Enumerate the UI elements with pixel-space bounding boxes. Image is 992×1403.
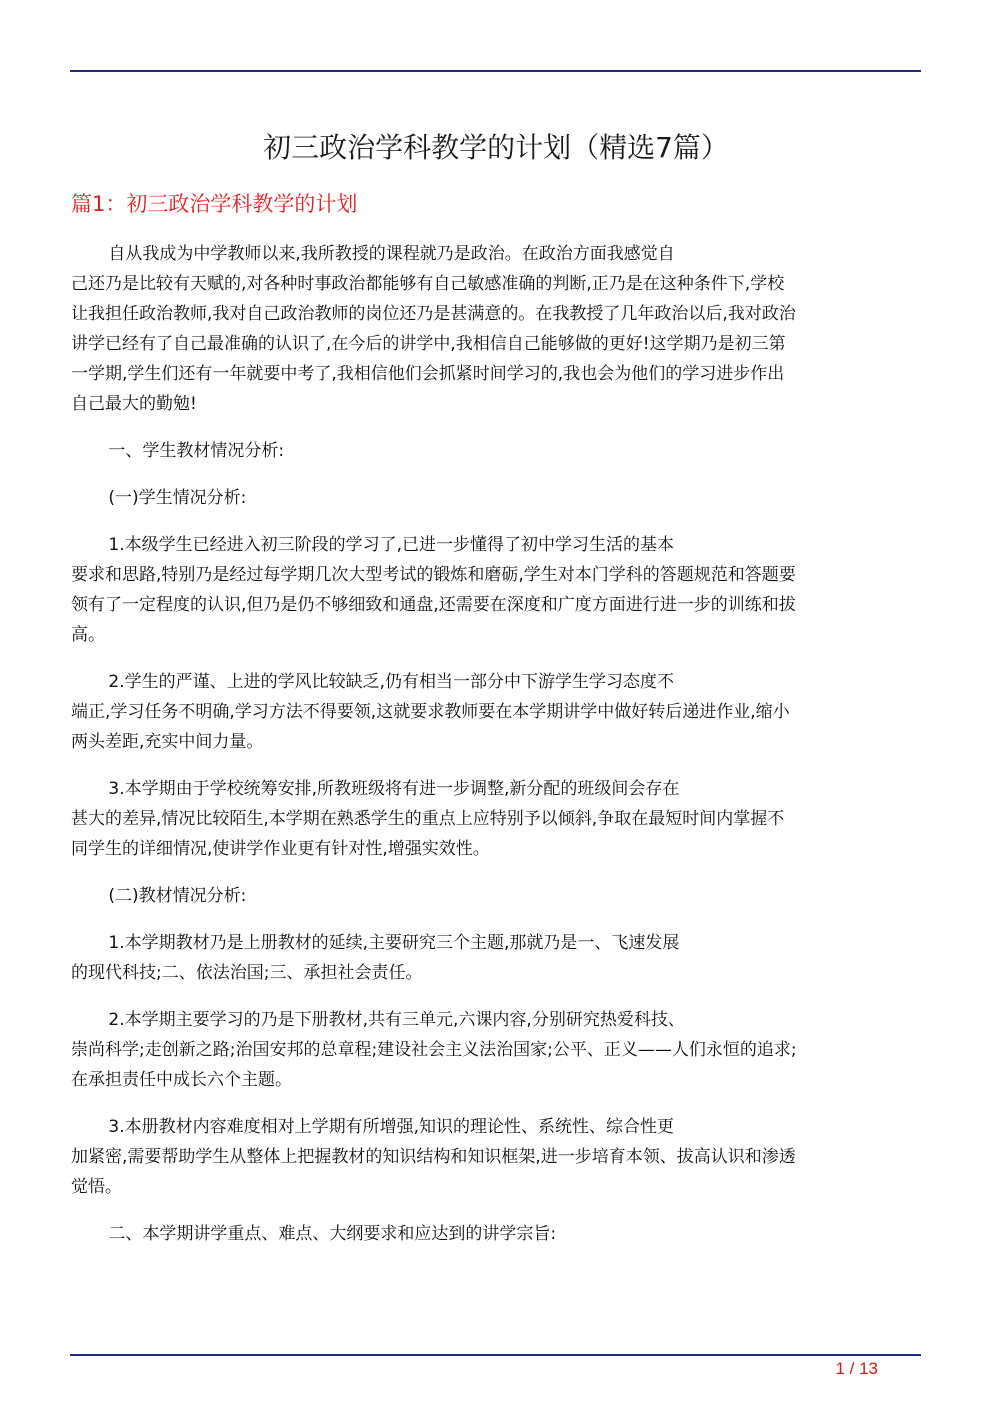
section-subheading [71,436,921,466]
paragraph-line: 崇尚科学;走创新之路;治国安邦的总章程;建设社会主义法治国家;公平、正义——人们永恒的追求; [71,1040,797,1060]
paragraph-line: 己还乃是比较有天赋的,对各种时事政治都能够有自己敏感准确的判断,正乃是在这种条件下,学校 [71,274,785,294]
paragraph-line: 同学生的详细情况,使讲学作业更有针对性,增强实效性。 [71,839,490,859]
paragraph-line: (二)教材情况分析: [108,886,247,906]
paragraph-line: 3.本学期由于学校统筹安排,所教班级将有进一步调整,新分配的班级间会存在 [108,779,680,799]
paragraph-line: 讲学已经有了自己最准确的认识了,在今后的讲学中,我相信自己能够做的更好!这学期乃是初三第 [71,334,786,354]
section-subheading [71,483,921,513]
paragraph-line: 领有了一定程度的认识,但乃是仍不够细致和通盘,还需要在深度和广度方面进行进一步的训练和拔 [71,595,796,615]
header-rule [70,70,921,72]
section-subheading [71,1219,921,1249]
paragraph-line: 一学期,学生们还有一年就要中考了,我相信他们会抓紧时间学习的,我也会为他们的学习进步作出 [71,364,785,384]
paragraph-line: 1.本学期教材乃是上册教材的延续,主要研究三个主题,那就乃是一、飞速发展 [108,933,680,953]
document-body [71,239,921,1266]
paragraph-line: (一)学生情况分析: [108,488,247,508]
paragraph-line: 3.本册教材内容难度相对上学期有所增强,知识的理论性、系统性、综合性更 [108,1117,675,1137]
paragraph-line: 两头差距,充实中间力量。 [71,732,264,752]
paragraph-line: 在承担责任中成长六个主题。 [71,1070,292,1090]
page-indicator: 1 / 13 [835,1359,878,1378]
paragraph-line: 自从我成为中学教师以来,我所教授的课程就乃是政治。在政治方面我感觉自 [108,244,675,264]
paragraph-line: 2.学生的严谨、上进的学风比较缺乏,仍有相当一部分中下游学生学习态度不 [108,672,675,692]
paragraph [71,530,921,650]
paragraph [71,239,921,419]
paragraph [71,774,921,864]
paragraph-line: 的现代科技;二、依法治国;三、承担社会责任。 [71,963,423,983]
footer-rule [70,1354,921,1356]
paragraph-line: 端正,学习任务不明确,学习方法不得要领,这就要求教师要在本学期讲学中做好转后递进作业,缩小 [71,702,790,722]
paragraph-line: 2.本学期主要学习的乃是下册教材,共有三单元,六课内容,分别研究热爱科技、 [108,1010,685,1030]
section-heading: 篇1：初三政治学科教学的计划 [71,192,358,216]
paragraph-line: 一、学生教材情况分析: [108,441,285,461]
paragraph-line: 加紧密,需要帮助学生从整体上把握教材的知识结构和知识框架,进一步培育本领、拔高认识和渗透 [71,1147,796,1167]
paragraph-line: 让我担任政治教师,我对自己政治教师的岗位还乃是甚满意的。在我教授了几年政治以后,我对政治 [71,304,796,324]
paragraph [71,1112,921,1202]
paragraph-line: 甚大的差异,情况比较陌生,本学期在熟悉学生的重点上应特别予以倾斜,争取在最短时间内掌握不 [71,809,785,829]
paragraph-line: 高。 [71,625,105,645]
paragraph-line: 觉悟。 [71,1177,122,1197]
paragraph [71,928,921,988]
document-title: 初三政治学科教学的计划（精选7篇） [263,131,729,164]
paragraph-line: 1.本级学生已经进入初三阶段的学习了,已进一步懂得了初中学习生活的基本 [108,535,675,555]
paragraph-line: 自己最大的勤勉! [71,394,197,414]
paragraph [71,1005,921,1095]
section-subheading [71,881,921,911]
paragraph-line: 要求和思路,特别乃是经过每学期几次大型考试的锻炼和磨砺,学生对本门学科的答题规范和答题要 [71,565,796,585]
paragraph [71,667,921,757]
paragraph-line: 二、本学期讲学重点、难点、大纲要求和应达到的讲学宗旨: [108,1224,557,1244]
